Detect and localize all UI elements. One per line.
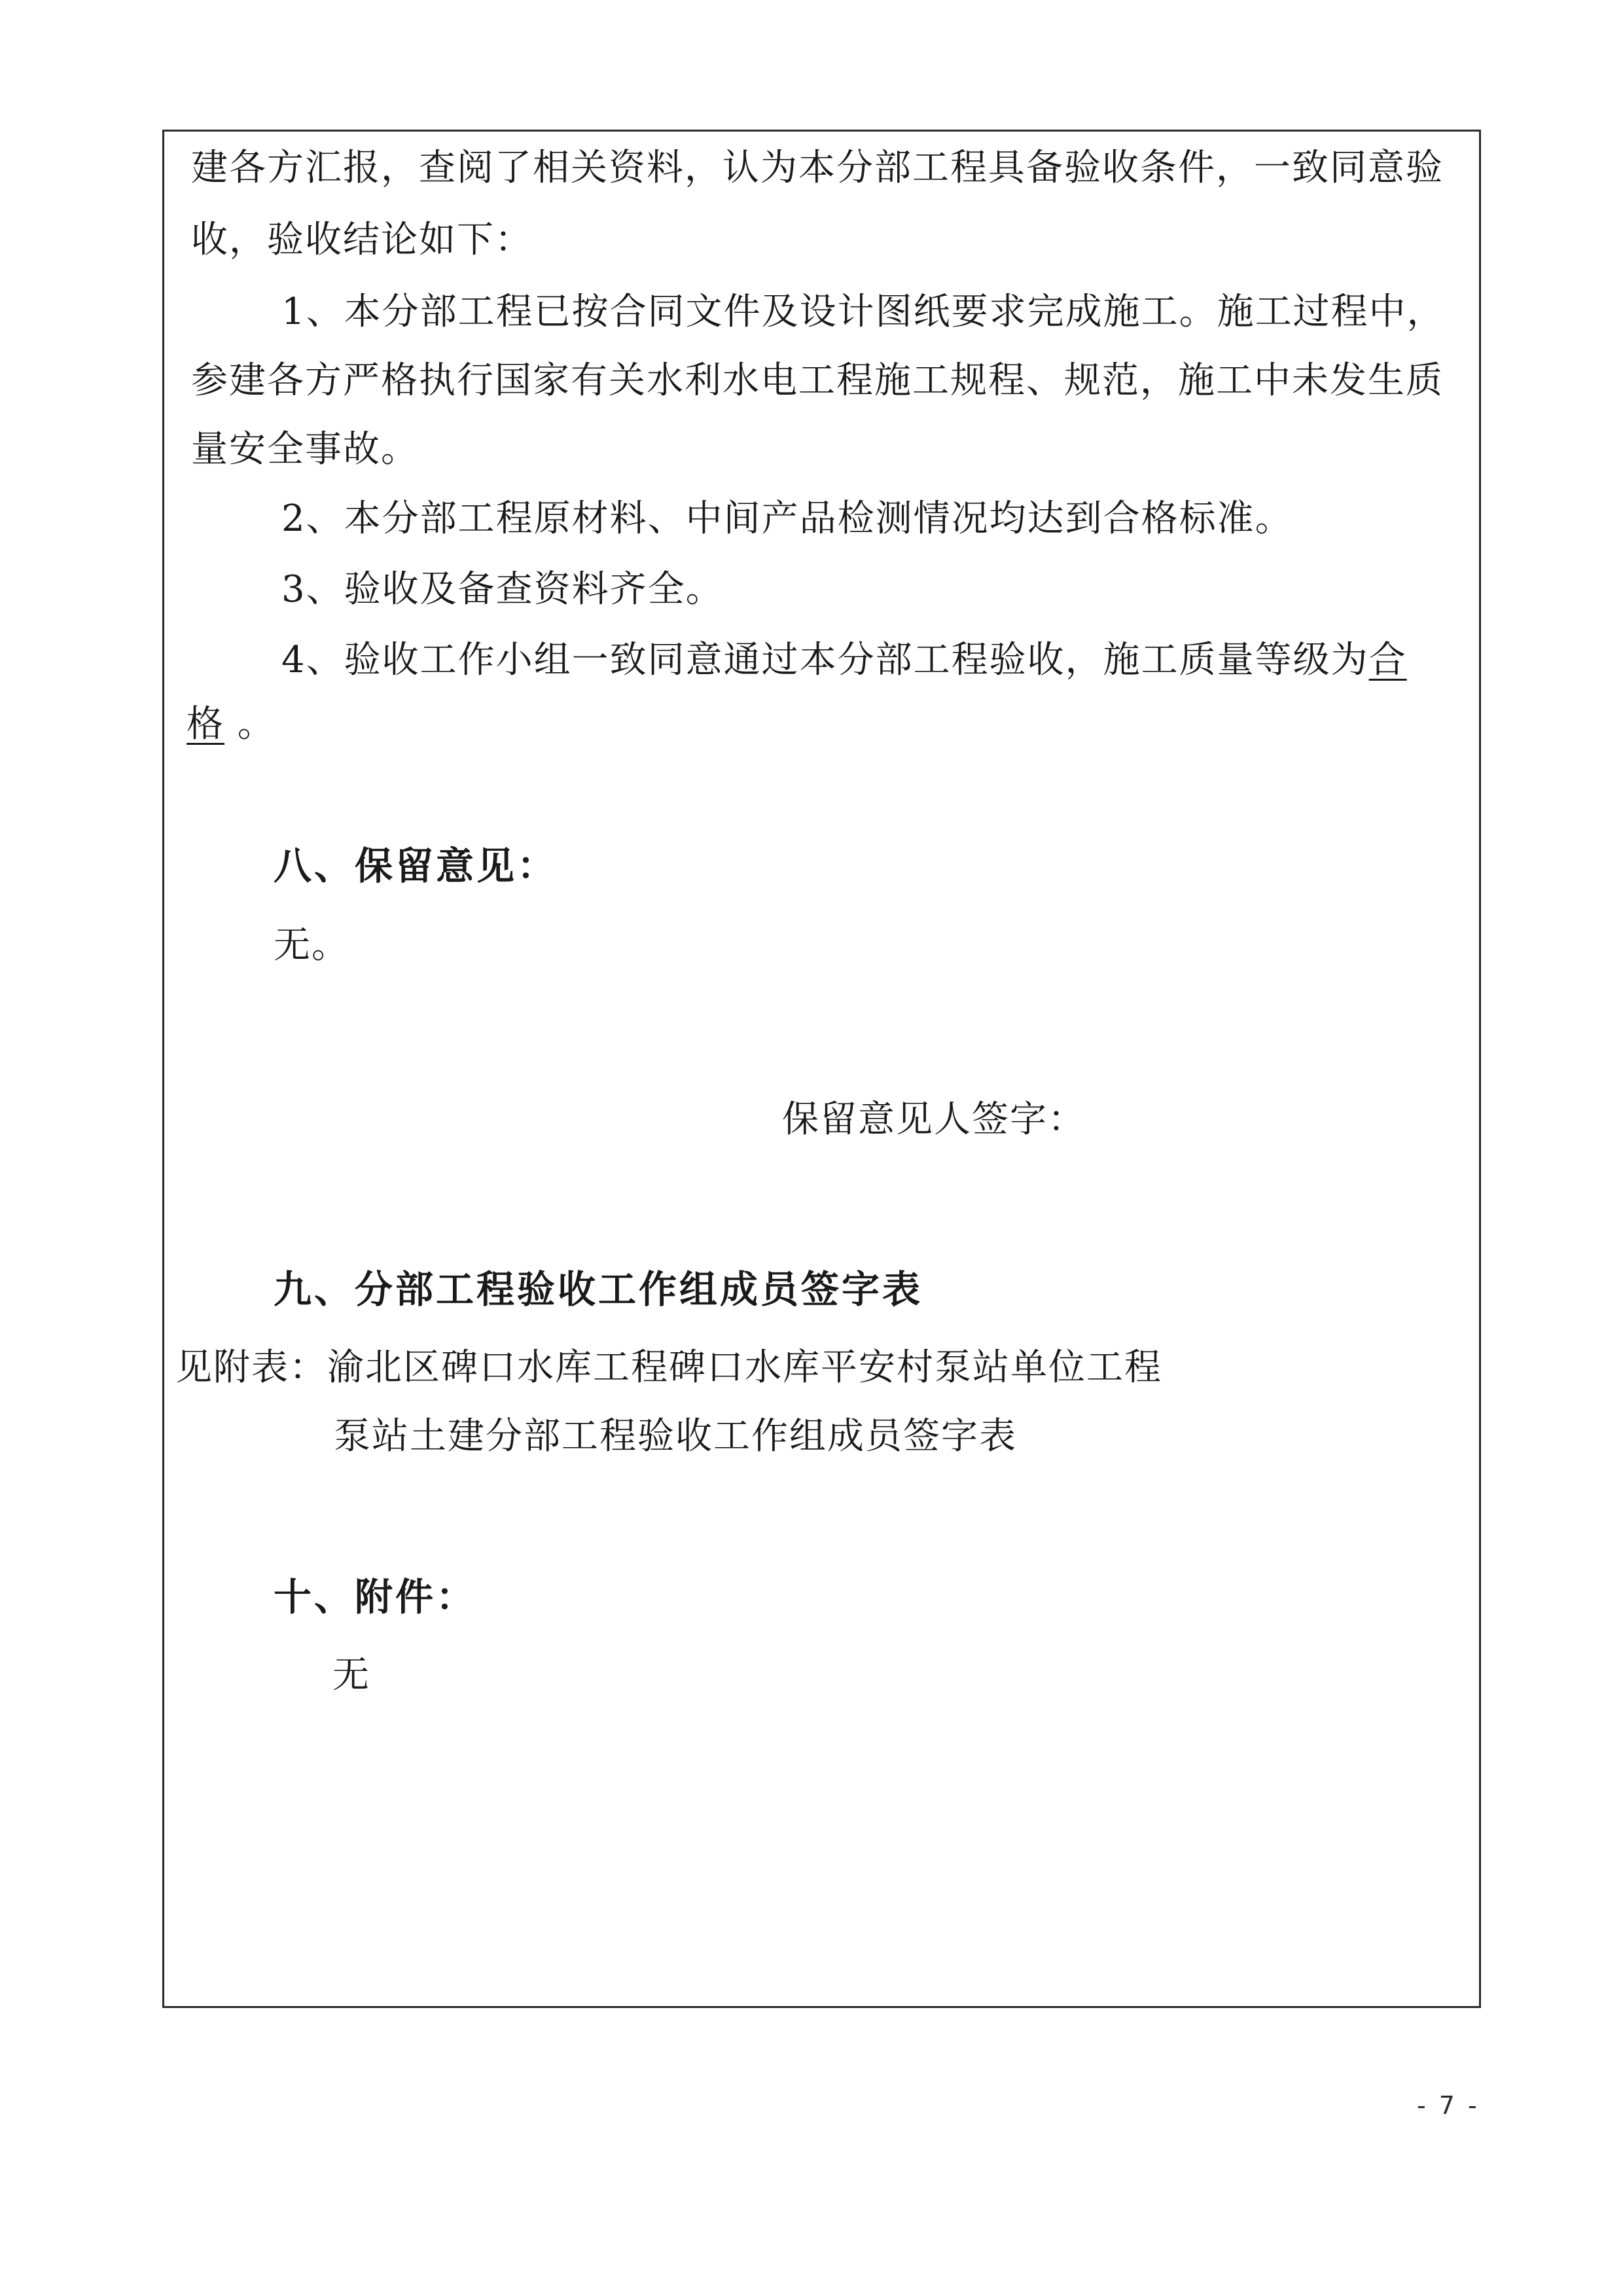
conclusion-item-4-line-1 <box>281 637 1407 683</box>
page-number: - 7 - <box>1417 2091 1480 2120</box>
conclusion-line-2: 收，验收结论如下： <box>191 219 533 261</box>
section-10-content: 无 <box>332 1654 370 1696</box>
section-9-reference-line-1: 见附表：渝北区碑口水库工程碑口水库平安村泵站单位工程 <box>175 1346 1162 1389</box>
section-8-heading: 八、保留意见： <box>274 844 558 888</box>
conclusion-item-4-line-2 <box>187 702 276 747</box>
reservation-signature-label: 保留意见人签字： <box>782 1098 1086 1141</box>
quality-grade-part-1: 合 <box>1368 639 1407 681</box>
section-9-heading: 九、分部工程验收工作组成员签字表 <box>274 1267 923 1312</box>
conclusion-item-3: 3、验收及备查资料齐全。 <box>281 568 724 611</box>
conclusion-line-1: 建各方汇报，查阅了相关资料，认为本分部工程具备验收条件，一致同意验 <box>191 147 1444 189</box>
section-9-reference-line-2: 泵站土建分部工程验收工作组成员签字表 <box>334 1415 1017 1458</box>
conclusion-item-1-line-3: 量安全事故。 <box>191 428 419 471</box>
section-8-content: 无。 <box>274 924 349 967</box>
conclusion-item-1-line-2: 参建各方严格执行国家有关水利水电工程施工规程、规范，施工中未发生质 <box>191 359 1444 402</box>
conclusion-item-4-end: 。 <box>224 703 276 745</box>
conclusion-item-1-line-1: 1、本分部工程已按合同文件及设计图纸要求完成施工。施工过程中， <box>281 291 1445 333</box>
quality-grade-part-2: 格 <box>187 703 224 745</box>
document-border <box>162 130 1481 2008</box>
section-10-heading: 十、附件： <box>274 1575 477 1619</box>
conclusion-item-2: 2、本分部工程原材料、中间产品检测情况均达到合格标准。 <box>281 497 1293 540</box>
conclusion-item-4-text: 4、验收工作小组一致同意通过本分部工程验收，施工质量等级为 <box>281 639 1369 681</box>
